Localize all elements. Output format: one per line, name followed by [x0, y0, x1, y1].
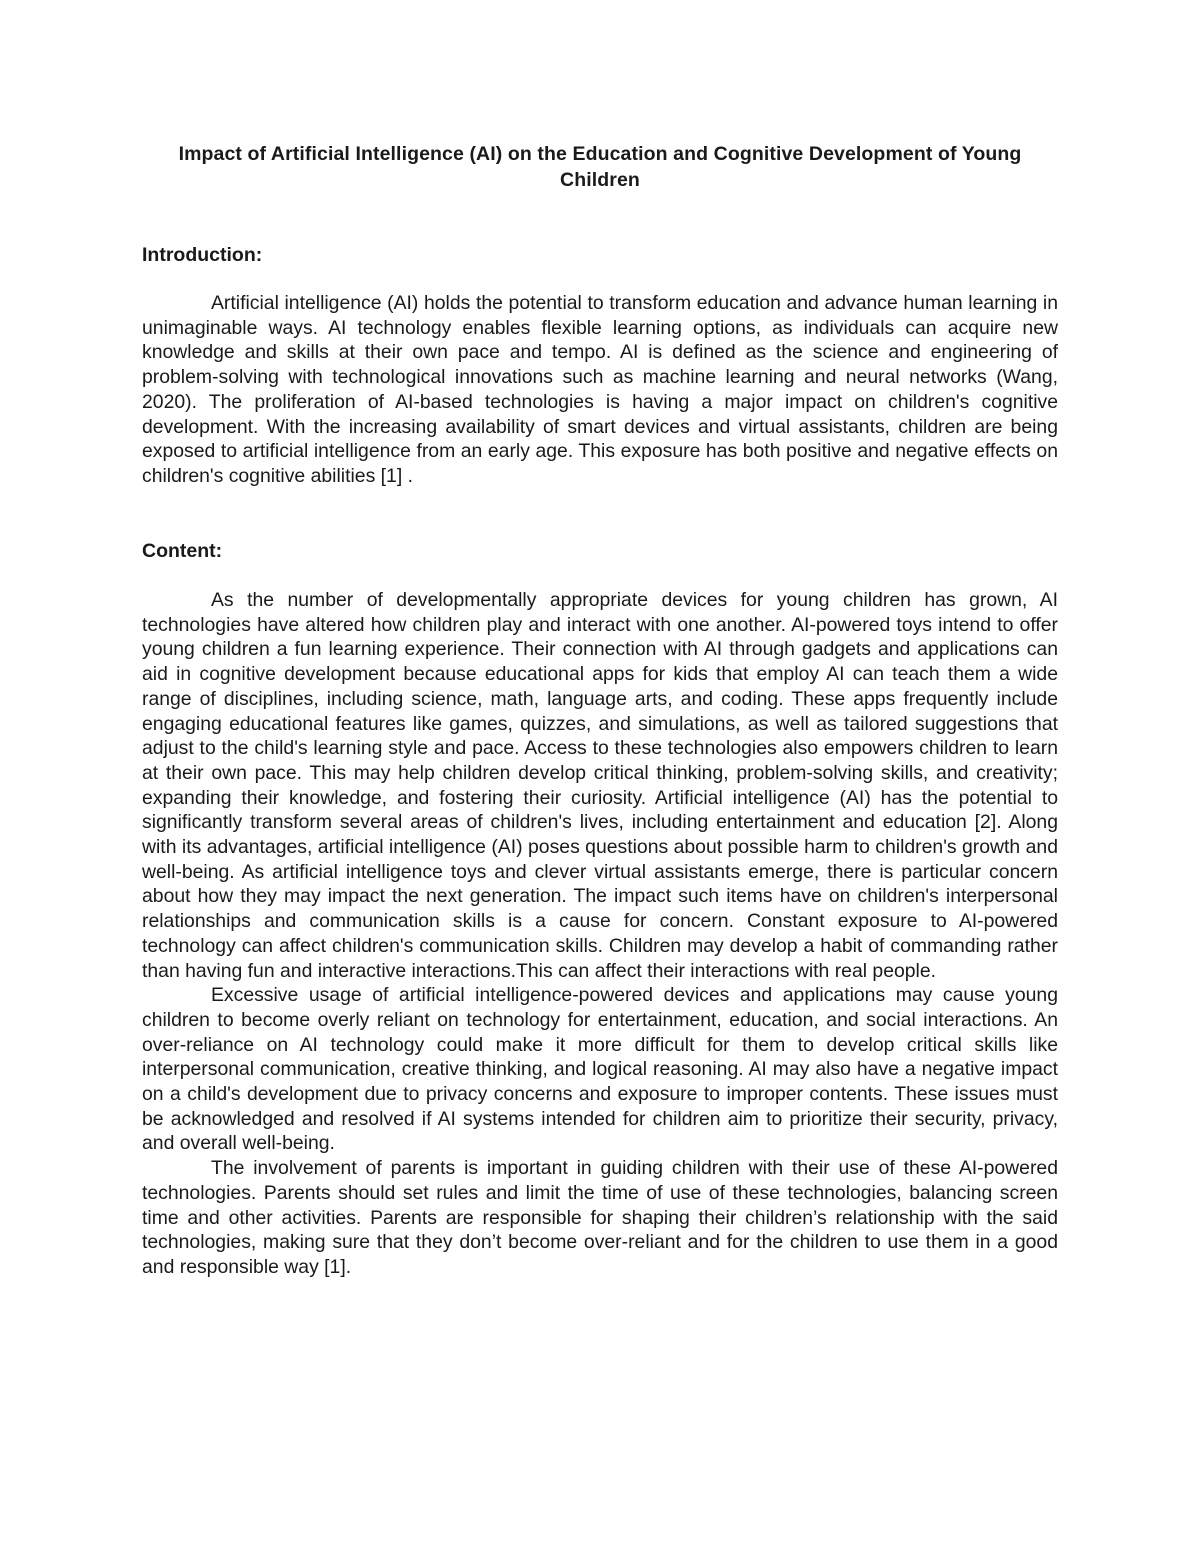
paragraph: Artificial intelligence (AI) holds the potential to transform education and advance human learning in unimaginable ways. AI technology enables flexible learning options, as individuals can acquire new knowledge and skills at their own pace and tempo. AI is defined as the science and engineering of problem-solving with technological innovations such as machine learning and neural networks (Wang, 2020). The proliferation of AI-based technologies is having a major impact on children's cognitive development. With the increasing availability of smart devices and virtual assistants, children are being exposed to artificial intelligence from an early age. This exposure has both positive and negative effects on children's cognitive abilities [1] .	[142, 292, 1058, 487]
paragraph: As the number of developmentally appropriate devices for young children has grown, AI technologies have altered how children play and interact with one another. AI-powered toys intend to offer young children a fun learning experience. Their connection with AI through gadgets and applications can aid in cognitive development because educational apps for kids that employ AI can teach them a wide range of disciplines, including science, math, language arts, and coding. These apps frequently include engaging educational features like games, quizzes, and simulations, as well as tailored suggestions that adjust to the child's learning style and pace. Access to these technologies also empowers children to learn at their own pace. This may help children develop critical thinking, problem-solving skills, and creativity; expanding their knowledge, and fostering their curiosity. Artificial intelligence (AI) has the potential to significantly transform several areas of children's lives, including entertainment and education [2]. Along with its advantages, artificial intelligence (AI) poses questions about possible harm to children's growth and well-being. As artificial intelligence toys and clever virtual assistants emerge, there is particular concern about how they may impact the next generation. The impact such items have on children's interpersonal relationships and communication skills is a cause for concern. Constant exposure to AI-powered technology can affect children's communication skills. Children may develop a habit of commanding rather than having fun and interactive interactions.This can affect their interactions with real people.	[142, 589, 1058, 982]
paragraph: Excessive usage of artificial intelligence-powered devices and applications may cause young children to become overly reliant on technology for entertainment, education, and social interactions. An over-reliance on AI technology could make it more difficult for them to develop critical skills like interpersonal communication, creative thinking, and logical reasoning. AI may also have a negative impact on a child's development due to privacy concerns and exposure to improper contents. These issues must be acknowledged and resolved if AI systems intended for children aim to prioritize their security, privacy, and overall well-being.	[142, 984, 1058, 1155]
paragraph: The involvement of parents is important in guiding children with their use of these AI-powered technologies. Parents should set rules and limit the time of use of these technologies, balancing screen time and other activities. Parents are responsible for shaping their children’s relationship with the said technologies, making sure that they don’t become over-reliant and for the children to use them in a good and responsible way [1].	[142, 1157, 1058, 1278]
section-heading-content: Content:	[142, 540, 223, 562]
content-body	[142, 588, 1058, 1280]
document-title: Impact of Artificial Intelligence (AI) on the Education and Cognitive Development of Young Children	[178, 143, 1022, 191]
introduction-body	[142, 291, 1058, 489]
section-heading-introduction: Introduction:	[142, 244, 263, 266]
